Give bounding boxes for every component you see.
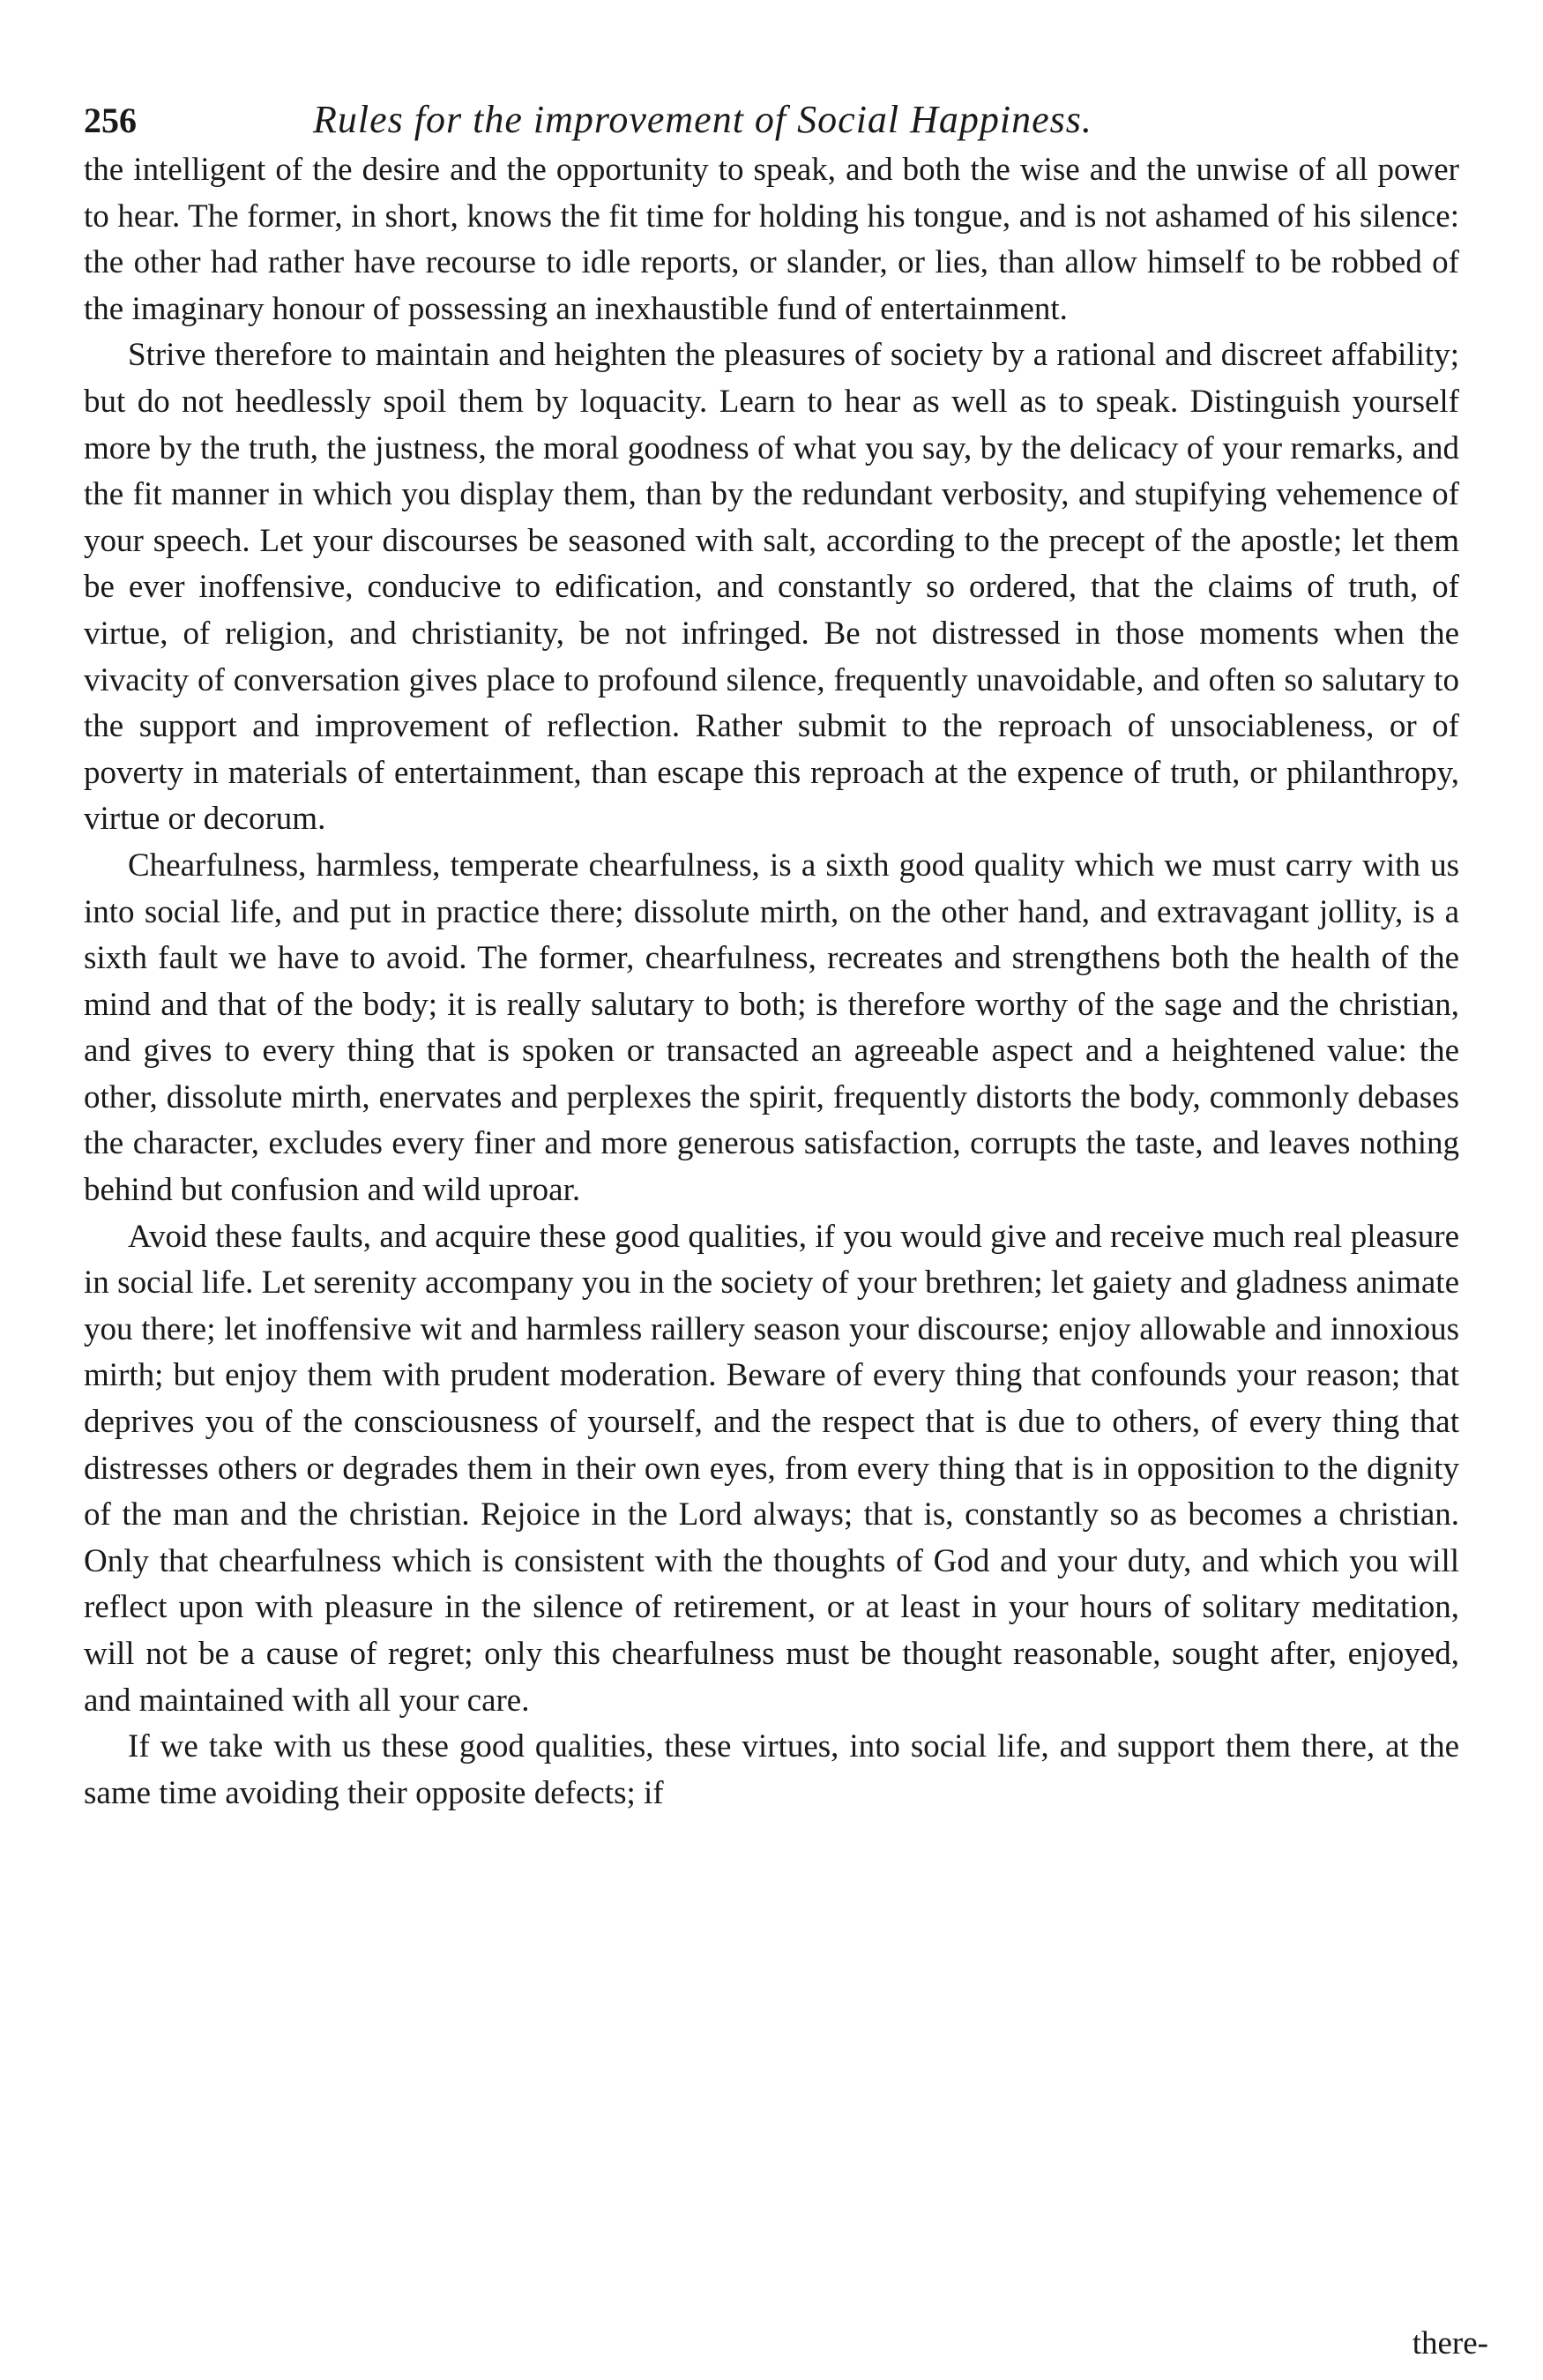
paragraph: the intelligent of the desire and the opportunity to speak, and both the wise and the unwise of all power to hear. The former, in short, knows the fit time for holding his tongue, and is not ashamed of his silence: the other had rather have recourse to idle reports, or slander, or lies, than allow himself to be robbed of the imaginary honour of possessing an inexhaustible fund of entertainment. [84, 152, 1459, 327]
paragraph: Strive therefore to maintain and heighten the pleasures of society by a rational and discreet affability; but do not heedlessly spoil them by loquacity. Learn to hear as well as to speak. Distinguish yourself more by the truth, the justness, the moral goodness of what you say, by the delicacy of your remarks, and the fit manner in which you display them, than by the redundant verbosity, and stupifying vehemence of your speech. Let your discourses be seasoned with salt, according to the precept of the apostle; let them be ever inoffensive, conducive to edification, and constantly so ordered, that the claims of truth, of virtue, of religion, and christianity, be not infringed. Be not distressed in those moments when the vivacity of conversation gives place to profound silence, frequently unavoidable, and often so salutary to the support and improvement of reflection. Rather submit to the reproach of unsociableness, or of poverty in materials of entertainment, than escape this reproach at the expence of truth, or philanthropy, virtue or decorum. [84, 337, 1459, 838]
running-title: Rules for the improvement of Social Happiness. [313, 98, 1092, 141]
body-text [84, 147, 1459, 1817]
paragraph: Chearfulness, harmless, temperate chearfulness, is a sixth good quality which we must carry with us into social life, and put in practice there; dissolute mirth, on the other hand, and extravagant jollity, is a sixth fault we have to avoid. The former, chearfulness, recreates and strengthens both the health of the mind and that of the body; it is really salutary to both; is therefore worthy of the sage and the christian, and gives to every thing that is spoken or transacted an agreeable aspect and a heightened value: the other, dissolute mirth, enervates and perplexes the spirit, frequently distorts the body, commonly debases the character, excludes every finer and more generous satisfaction, corrupts the taste, and leaves nothing behind but confusion and wild uproar. [84, 847, 1459, 1209]
page-number: 256 [84, 101, 137, 140]
paragraph: If we take with us these good qualities, these virtues, into social life, and support them there, at the same time avoiding their opposite defects; if [84, 1728, 1459, 1811]
paragraph: Avoid these faults, and acquire these good qualities, if you would give and receive much real pleasure in social life. Let serenity accompany you in the society of your brethren; let gaiety and gladness animate you there; let inoffensive wit and harmless raillery season your discourse; enjoy allowable and innoxious mirth; but enjoy them with prudent moderation. Beware of every thing that confounds your reason; that deprives you of the consciousness of yourself, and the respect that is due to others, of every thing that distresses others or degrades them in their own eyes, from every thing that is in opposition to the dignity of the man and the christian. Rejoice in the Lord always; that is, constantly so as becomes a christian. Only that chearfulness which is consistent with the thoughts of God and your duty, and which you will reflect upon with pleasure in the silence of retirement, or at least in your hours of solitary meditation, will not be a cause of regret; only this chearfulness must be thought reasonable, sought after, enjoyed, and maintained with all your care. [84, 1218, 1459, 1719]
catchword: there- [1412, 2325, 1488, 2361]
page-header [84, 97, 1459, 142]
